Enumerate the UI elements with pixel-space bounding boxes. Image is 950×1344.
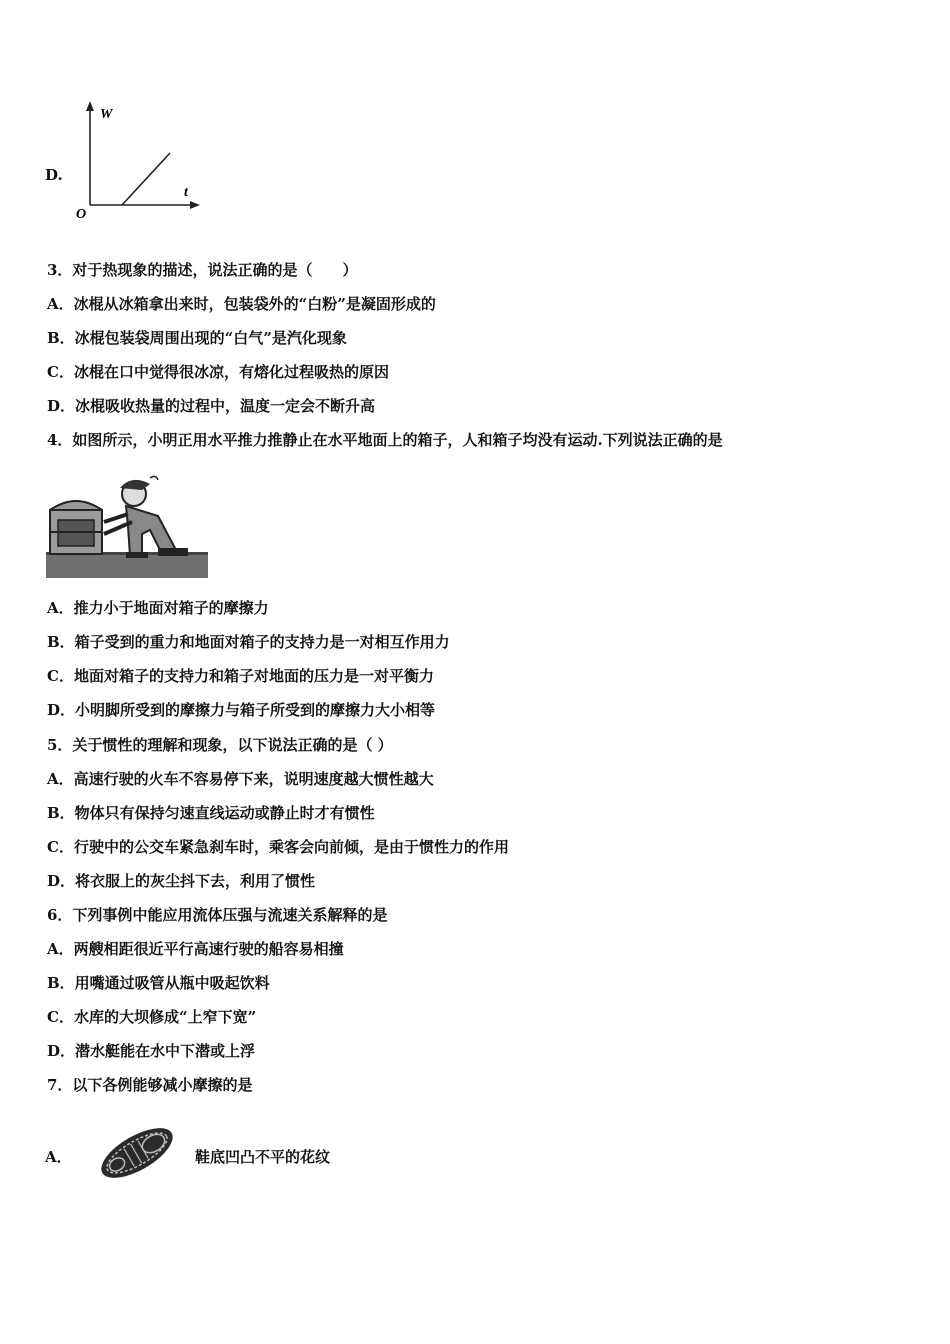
q5-option-b: B．物体只有保持匀速直线运动或静止时才有惯性 bbox=[47, 804, 375, 822]
q5-option-d: D．将衣服上的灰尘抖下去，利用了惯性 bbox=[47, 872, 316, 890]
q7-option-a-caption: 鞋底凹凸不平的花纹 bbox=[195, 1148, 331, 1166]
graph-line bbox=[122, 153, 170, 205]
q4-option-b: B．箱子受到的重力和地面对箱子的支持力是一对相互作用力 bbox=[47, 633, 450, 651]
q6-option-d: D．潜水艇能在水中下潜或上浮 bbox=[47, 1042, 256, 1060]
q4-option-a: A．推力小于地面对箱子的摩擦力 bbox=[47, 599, 269, 617]
q7-stem: 7．以下各例能够减小摩擦的是 bbox=[47, 1076, 253, 1094]
q5-stem: 5．关于惯性的理解和现象，以下说法正确的是（ ） bbox=[47, 736, 393, 754]
q3-option-d: D．冰棍吸收热量的过程中，温度一定会不断升高 bbox=[47, 397, 376, 415]
q6-option-c: C．水库的大坝修成“上窄下宽” bbox=[47, 1008, 257, 1026]
origin-label: O bbox=[76, 207, 87, 222]
option-d-label: D. bbox=[45, 166, 63, 184]
q4-stem: 4．如图所示，小明正用水平推力推静止在水平地面上的箱子，人和箱子均没有运动.下列说法正确的是 bbox=[47, 431, 723, 449]
q5-option-c: C．行驶中的公交车紧急刹车时，乘客会向前倾，是由于惯性力的作用 bbox=[47, 838, 509, 856]
q4-option-d: D．小明脚所受到的摩擦力与箱子所受到的摩擦力大小相等 bbox=[47, 701, 436, 719]
q6-option-a: A．两艘相距很近平行高速行驶的船容易相撞 bbox=[47, 940, 344, 958]
q5-option-a: A．高速行驶的火车不容易停下来，说明速度越大惯性越大 bbox=[47, 770, 434, 788]
q3-stem: 3．对于热现象的描述，说法正确的是（ ） bbox=[47, 261, 358, 279]
w-t-graph bbox=[70, 98, 205, 223]
q3-option-b: B．冰棍包装袋周围出现的“白气”是汽化现象 bbox=[47, 329, 347, 347]
q4-option-c: C．地面对箱子的支持力和箱子对地面的压力是一对平衡力 bbox=[47, 667, 434, 685]
x-axis-label: t bbox=[184, 185, 188, 200]
y-axis-label: W bbox=[100, 107, 113, 122]
q7-option-a-label: A． bbox=[45, 1148, 72, 1166]
q6-option-b: B．用嘴通过吸管从瓶中吸起饮料 bbox=[47, 974, 270, 992]
q6-stem: 6．下列事例中能应用流体压强与流速关系解释的是 bbox=[47, 906, 388, 924]
shoe-sole-illustration bbox=[92, 1118, 182, 1188]
q3-option-c: C．冰棍在口中觉得很冰凉，有熔化过程吸热的原因 bbox=[47, 363, 389, 381]
q3-option-a: A．冰棍从冰箱拿出来时，包装袋外的“白粉”是凝固形成的 bbox=[47, 295, 436, 313]
boy-pushing-box-illustration bbox=[46, 470, 208, 578]
